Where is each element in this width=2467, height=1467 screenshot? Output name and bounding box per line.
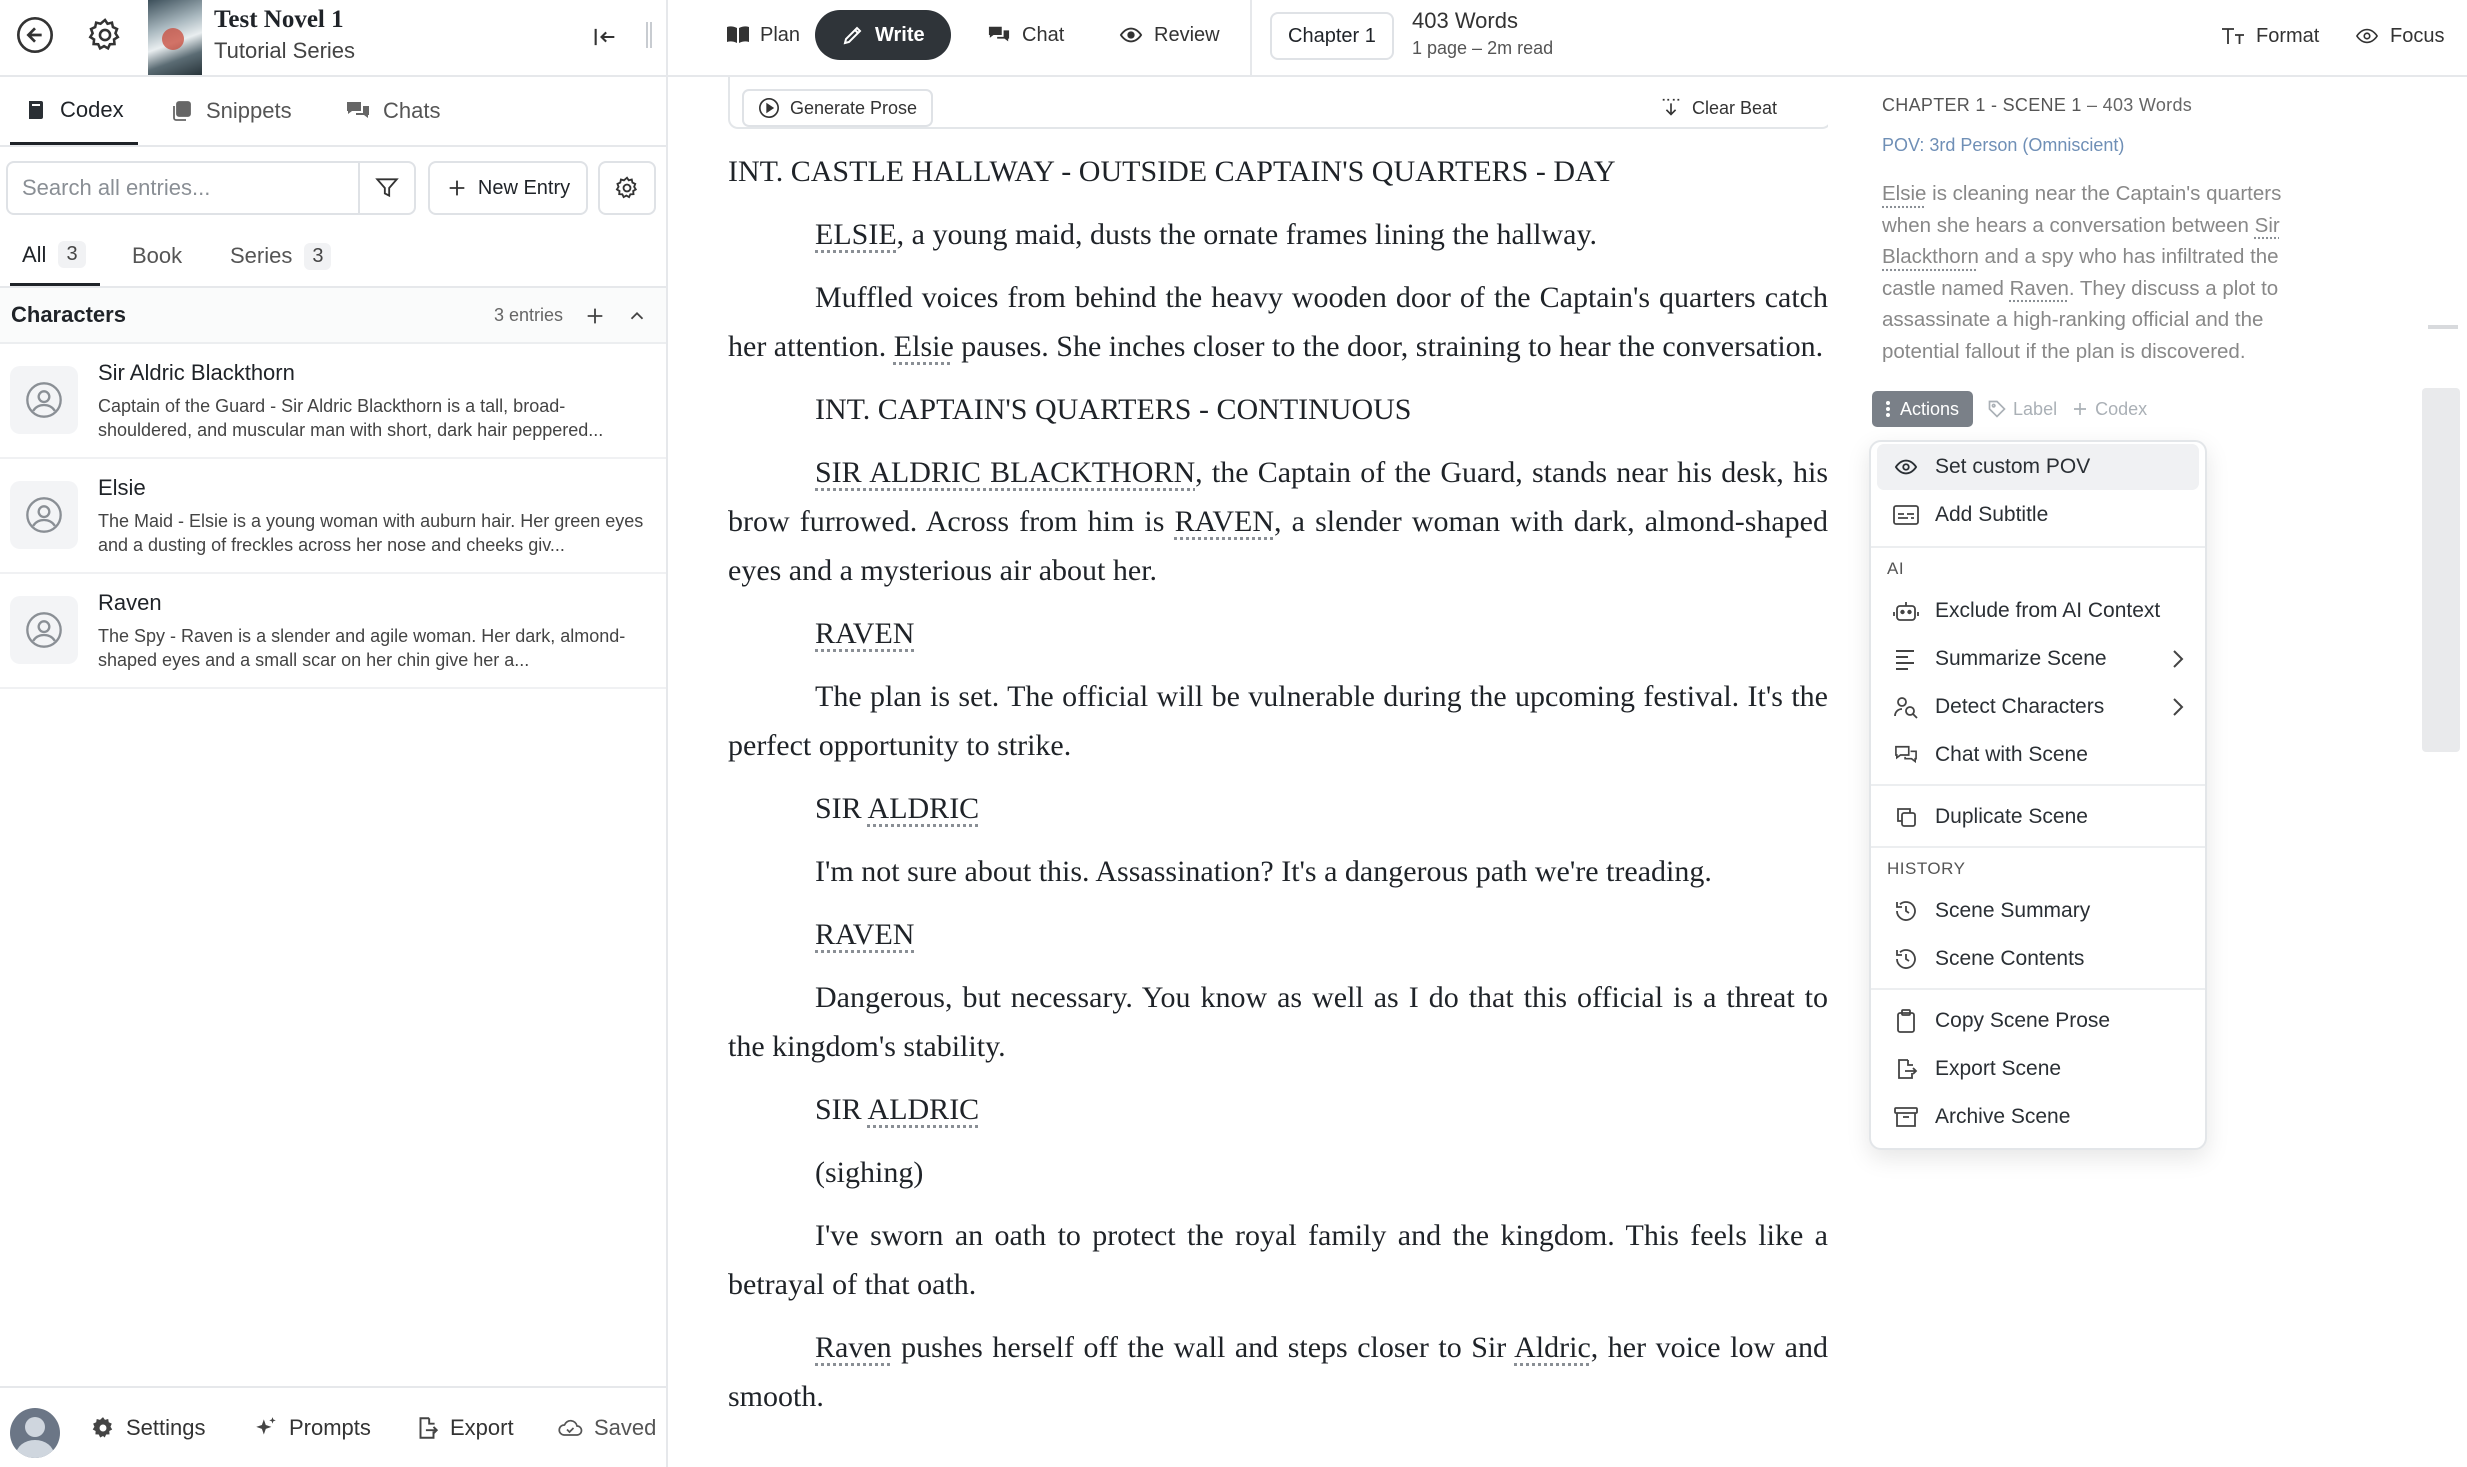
tab-chats[interactable] — [345, 77, 440, 145]
character-name: Sir Aldric Blackthorn — [98, 360, 295, 385]
export-button[interactable] — [414, 1388, 514, 1467]
tab-snippets-label: Snippets — [206, 98, 292, 123]
mode-chat-button[interactable] — [970, 10, 1080, 60]
filter-tab-book-label: Book — [132, 243, 183, 268]
chevron-right-icon — [2171, 696, 2185, 724]
manuscript-editor[interactable] — [668, 77, 1828, 1467]
character-row[interactable] — [0, 574, 666, 689]
character-description: Captain of the Guard - Sir Aldric Blackthorn is a tall, broad-shouldered, and muscular man with short, dark hair peppered... — [98, 396, 604, 440]
menu-detect-characters-label: Detect Characters — [1935, 695, 2105, 718]
export-label: Export — [450, 1415, 514, 1440]
filter-tab-series-label: Series — [230, 243, 293, 268]
sidebar-header — [0, 0, 666, 77]
chevron-right-icon — [2171, 648, 2185, 676]
clipboard-icon — [1891, 1006, 1921, 1036]
filter-button[interactable] — [358, 163, 414, 213]
prose-paragraph: The plan is set. The official will be vulnerable during the upcoming festival. It's the perfect opportunity to strike. — [728, 680, 1828, 762]
gear-icon — [90, 1415, 116, 1441]
actions-button[interactable] — [1872, 391, 1973, 427]
mode-review-button[interactable] — [1102, 10, 1236, 60]
more-vertical-icon — [1884, 399, 1892, 419]
menu-duplicate-scene[interactable] — [1877, 794, 2199, 840]
menu-export-scene[interactable] — [1877, 1046, 2199, 1092]
codex-mention[interactable]: RAVEN — [1174, 505, 1275, 538]
codex-mention[interactable]: Raven — [815, 1331, 892, 1364]
chat-bubbles-icon — [986, 24, 1012, 46]
eye-icon — [1118, 24, 1144, 46]
menu-set-custom-pov-label: Set custom POV — [1935, 455, 2091, 478]
prose-paragraph: Muffled voices from behind the heavy wooden door of the Captain's quarters catch her attention. Elsie pauses. She inches closer to the door, straining to hear the conversation. — [728, 281, 1828, 363]
book-open-icon — [726, 24, 750, 46]
prose-paragraph: I'm not sure about this. Assassination? It's a dangerous path we're treading. — [815, 855, 1712, 888]
history-icon — [1891, 896, 1921, 926]
filter-icon — [374, 175, 400, 201]
export-file-icon — [1891, 1054, 1921, 1084]
prose-paragraph: INT. CASTLE HALLWAY - OUTSIDE CAPTAIN'S QUARTERS - DAY — [728, 155, 1616, 188]
menu-copy-scene-prose-label: Copy Scene Prose — [1935, 1009, 2111, 1032]
filter-tab-book[interactable] — [132, 226, 182, 286]
snippets-icon — [170, 99, 194, 123]
filter-tab-series-count: 3 — [304, 243, 331, 270]
character-avatar — [10, 596, 78, 664]
character-description: The Maid - Elsie is a young woman with auburn hair. Her green eyes and a dusting of freckles across her nose and cheeks giv... — [98, 511, 644, 555]
menu-exclude-ai-context-label: Exclude from AI Context — [1935, 599, 2161, 622]
chat-bubbles-icon — [345, 99, 371, 123]
scene-heading: CHAPTER 1 - SCENE 1 – 403 Words — [1882, 95, 2193, 115]
character-avatar — [10, 481, 78, 549]
filter-tab-series[interactable] — [230, 226, 331, 286]
prompts-label: Prompts — [289, 1415, 371, 1440]
plus-icon — [446, 177, 468, 199]
codex-mention[interactable]: Raven — [2009, 276, 2069, 300]
filter-tab-all-count: 3 — [58, 241, 85, 268]
menu-chat-with-scene-label: Chat with Scene — [1935, 743, 2088, 766]
characters-section-header[interactable] — [0, 288, 666, 344]
prose-paragraph — [728, 609, 1828, 658]
scene-word-count: 403 Words — [2102, 95, 2193, 115]
editor-scrollbar[interactable] — [2420, 77, 2467, 1467]
robot-icon — [1891, 596, 1921, 626]
new-entry-label: New Entry — [477, 176, 571, 199]
cloud-check-icon — [556, 1415, 584, 1441]
search-input[interactable] — [8, 163, 358, 213]
entry-filter-tabs — [0, 226, 666, 288]
codex-mention[interactable]: Aldric — [1514, 1331, 1591, 1364]
clear-beat-button[interactable] — [1660, 89, 1777, 127]
copy-icon — [1891, 802, 1921, 832]
menu-separator — [1871, 988, 2205, 990]
menu-copy-scene-prose[interactable] — [1877, 998, 2199, 1044]
focus-label: Focus — [2390, 24, 2445, 47]
add-codex-label: Codex — [2095, 398, 2148, 419]
actions-label: Actions — [1900, 398, 1960, 419]
prose-paragraph: SIR ALDRIC BLACKTHORN, the Captain of the Guard, stands near his desk, his brow furrowed. Across from him is RAVEN, a slender woman with dark, almond-shaped eyes and a mysterious air about her. — [728, 456, 1828, 587]
codex-mention[interactable]: SIR ALDRIC BLACKTHORN — [815, 456, 1196, 489]
menu-summarize-scene[interactable] — [1877, 636, 2199, 682]
filter-tab-all-label: All — [22, 241, 47, 267]
prose-paragraph: I've sworn an oath to protect the royal family and the kingdom. This feels like a betrayal of that oath. — [728, 1219, 1828, 1301]
subtitle-icon — [1891, 500, 1921, 530]
clear-beat-label: Clear Beat — [1692, 97, 1778, 118]
codex-mention[interactable]: RAVEN — [815, 617, 915, 650]
word-count: 403 Words — [1412, 8, 1518, 33]
eye-icon — [2354, 25, 2380, 47]
settings-button[interactable] — [90, 1388, 206, 1467]
mode-write-label: Write — [875, 23, 925, 46]
character-name: Raven — [98, 590, 162, 615]
back-button[interactable] — [12, 12, 58, 58]
mode-plan-label: Plan — [760, 23, 801, 46]
export-file-icon — [414, 1415, 440, 1441]
menu-archive-scene[interactable] — [1877, 1094, 2199, 1140]
search-box — [6, 161, 416, 215]
character-row[interactable] — [0, 459, 666, 574]
add-character-button[interactable] — [580, 301, 610, 331]
codex-mention[interactable]: ALDRIC — [867, 1093, 980, 1126]
menu-exclude-ai-context[interactable] — [1877, 588, 2199, 634]
resize-handle[interactable] — [646, 22, 652, 48]
scene-summary[interactable]: Elsie is cleaning near the Captain's quarters when she hears a conversation between Sir Blackthorn and a spy who has infiltrated the castle named Raven. They discuss a plot to assassinate a high-ranking official and the potential fallout if the plan is discovered. — [1882, 182, 2282, 363]
gear-icon — [86, 16, 124, 54]
actions-dropdown-menu — [1869, 440, 2207, 1150]
user-circle-icon — [24, 380, 64, 420]
mode-write-button[interactable] — [815, 10, 951, 60]
tab-codex[interactable] — [10, 77, 138, 145]
character-avatar — [10, 366, 78, 434]
gear-icon — [614, 175, 640, 201]
prose-paragraph: (sighing) — [815, 1156, 924, 1189]
chat-bubbles-icon — [1891, 740, 1921, 770]
characters-section-title: Characters — [11, 302, 126, 327]
character-row[interactable] — [0, 344, 666, 459]
book-series: Tutorial Series — [214, 38, 356, 63]
menu-archive-scene-label: Archive Scene — [1935, 1105, 2071, 1128]
prose-paragraph: Raven pushes herself off the wall and steps closer to Sir Aldric, her voice low and smooth. — [728, 1331, 1828, 1413]
label-button-label: Label — [2013, 398, 2058, 419]
scene-beat-box — [728, 77, 1828, 129]
menu-history-scene-summary-label: Scene Summary — [1935, 899, 2091, 922]
add-codex-button[interactable] — [2071, 399, 2147, 420]
label-button[interactable] — [1987, 399, 2057, 420]
top-toolbar — [668, 0, 2467, 77]
codex-mention[interactable]: ELSIE — [815, 218, 897, 251]
tab-snippets[interactable] — [170, 77, 292, 145]
tab-chats-label: Chats — [383, 98, 441, 123]
toolbar-divider — [1250, 0, 1252, 75]
align-left-icon — [1891, 644, 1921, 674]
plus-icon — [584, 305, 606, 327]
prose-paragraph: INT. CAPTAIN'S QUARTERS - CONTINUOUS — [815, 393, 1412, 426]
book-icon — [24, 98, 48, 122]
codex-mention[interactable]: Elsie — [893, 330, 954, 363]
mode-review-label: Review — [1154, 23, 1220, 46]
menu-separator — [1871, 546, 2205, 548]
settings-label: Settings — [126, 1415, 206, 1440]
prompts-button[interactable] — [253, 1388, 371, 1467]
menu-detect-characters[interactable] — [1877, 684, 2199, 730]
sidebar — [0, 0, 668, 1467]
prose-paragraph — [728, 910, 1828, 959]
generate-prose-button[interactable] — [742, 89, 933, 127]
characters-count: 3 entries — [494, 305, 564, 325]
codex-mention[interactable]: ALDRIC — [867, 792, 980, 825]
codex-mention[interactable]: Sir Blackthorn — [1882, 213, 2280, 268]
filter-tab-all[interactable] — [10, 226, 100, 286]
menu-history-scene-contents-label: Scene Contents — [1935, 947, 2085, 970]
menu-set-custom-pov[interactable] — [1877, 444, 2199, 490]
history-icon — [1891, 944, 1921, 974]
saved-status — [556, 1388, 656, 1467]
pencil-icon — [841, 23, 865, 47]
chapter-selector-button[interactable]: Chapter 1 — [1270, 12, 1394, 60]
clear-beat-icon — [1660, 97, 1682, 119]
text-format-icon — [2220, 25, 2246, 47]
collapse-left-icon — [591, 23, 619, 51]
play-circle-icon — [758, 97, 780, 119]
archive-icon — [1891, 1102, 1921, 1132]
collapse-sidebar-button[interactable] — [584, 16, 626, 58]
user-search-icon — [1891, 692, 1921, 722]
menu-export-scene-label: Export Scene — [1935, 1057, 2062, 1080]
scroll-position-marker — [2428, 325, 2458, 329]
mode-plan-button[interactable] — [710, 10, 816, 60]
codex-mention[interactable]: RAVEN — [815, 918, 915, 951]
character-name: Elsie — [98, 475, 146, 500]
sparkles-icon — [253, 1415, 279, 1441]
menu-chat-with-scene[interactable] — [1877, 732, 2199, 778]
character-description: The Spy - Raven is a slender and agile woman. Her dark, almond-shaped eyes and a small scar on her chin give her a... — [98, 626, 626, 670]
eye-icon — [1891, 452, 1921, 482]
sidebar-footer — [0, 1386, 666, 1467]
plus-icon — [2071, 400, 2089, 418]
book-settings-button[interactable] — [82, 12, 128, 58]
menu-separator — [1871, 784, 2205, 786]
menu-history-scene-summary[interactable] — [1877, 888, 2199, 934]
menu-group-ai: AI — [1887, 559, 1905, 578]
menu-group-history: HISTORY — [1887, 859, 1966, 878]
format-label: Format — [2256, 24, 2320, 47]
prose-paragraph: Dangerous, but necessary. You know as well as I do that this official is a threat to the kingdom's stability. — [728, 981, 1828, 1063]
format-button[interactable] — [2220, 12, 2319, 60]
sidebar-tabs — [0, 77, 666, 147]
tab-codex-label: Codex — [60, 96, 124, 122]
menu-add-subtitle[interactable] — [1877, 492, 2199, 538]
scene-prose[interactable] — [728, 147, 1828, 1435]
collapse-section-button[interactable] — [622, 301, 652, 331]
prose-paragraph: SIR ALDRIC — [815, 1093, 980, 1126]
chevron-up-icon — [626, 305, 648, 327]
menu-duplicate-scene-label: Duplicate Scene — [1935, 805, 2088, 828]
book-cover-image[interactable] — [148, 0, 202, 75]
scrollbar-thumb[interactable] — [2422, 388, 2460, 752]
codex-settings-button[interactable] — [598, 161, 656, 215]
new-entry-button[interactable] — [428, 161, 588, 215]
menu-add-subtitle-label: Add Subtitle — [1935, 503, 2049, 526]
tag-icon — [1987, 399, 2007, 419]
menu-summarize-scene-label: Summarize Scene — [1935, 647, 2107, 670]
focus-button[interactable] — [2354, 12, 2444, 60]
page-read-time: 1 page – 2m read — [1412, 38, 1554, 58]
arrow-left-circle-icon — [15, 15, 55, 55]
scene-heading-title: CHAPTER 1 - SCENE 1 — [1882, 95, 2082, 115]
user-avatar[interactable] — [10, 1408, 60, 1458]
book-title: Test Novel 1 — [214, 6, 344, 33]
prose-paragraph: SIR ALDRIC — [815, 792, 980, 825]
user-circle-icon — [24, 610, 64, 650]
pov-link[interactable]: POV: 3rd Person (Omniscient) — [1882, 135, 2125, 155]
menu-separator — [1871, 846, 2205, 848]
saved-label: Saved — [594, 1415, 657, 1440]
prose-paragraph: ELSIE, a young maid, dusts the ornate frames lining the hallway. — [815, 218, 1598, 251]
codex-mention[interactable]: Elsie — [1882, 182, 1927, 205]
user-circle-icon — [24, 495, 64, 535]
scene-actions-row — [1872, 391, 2147, 427]
menu-history-scene-contents[interactable] — [1877, 936, 2199, 982]
mode-chat-label: Chat — [1022, 23, 1065, 46]
generate-prose-label: Generate Prose — [790, 97, 918, 118]
